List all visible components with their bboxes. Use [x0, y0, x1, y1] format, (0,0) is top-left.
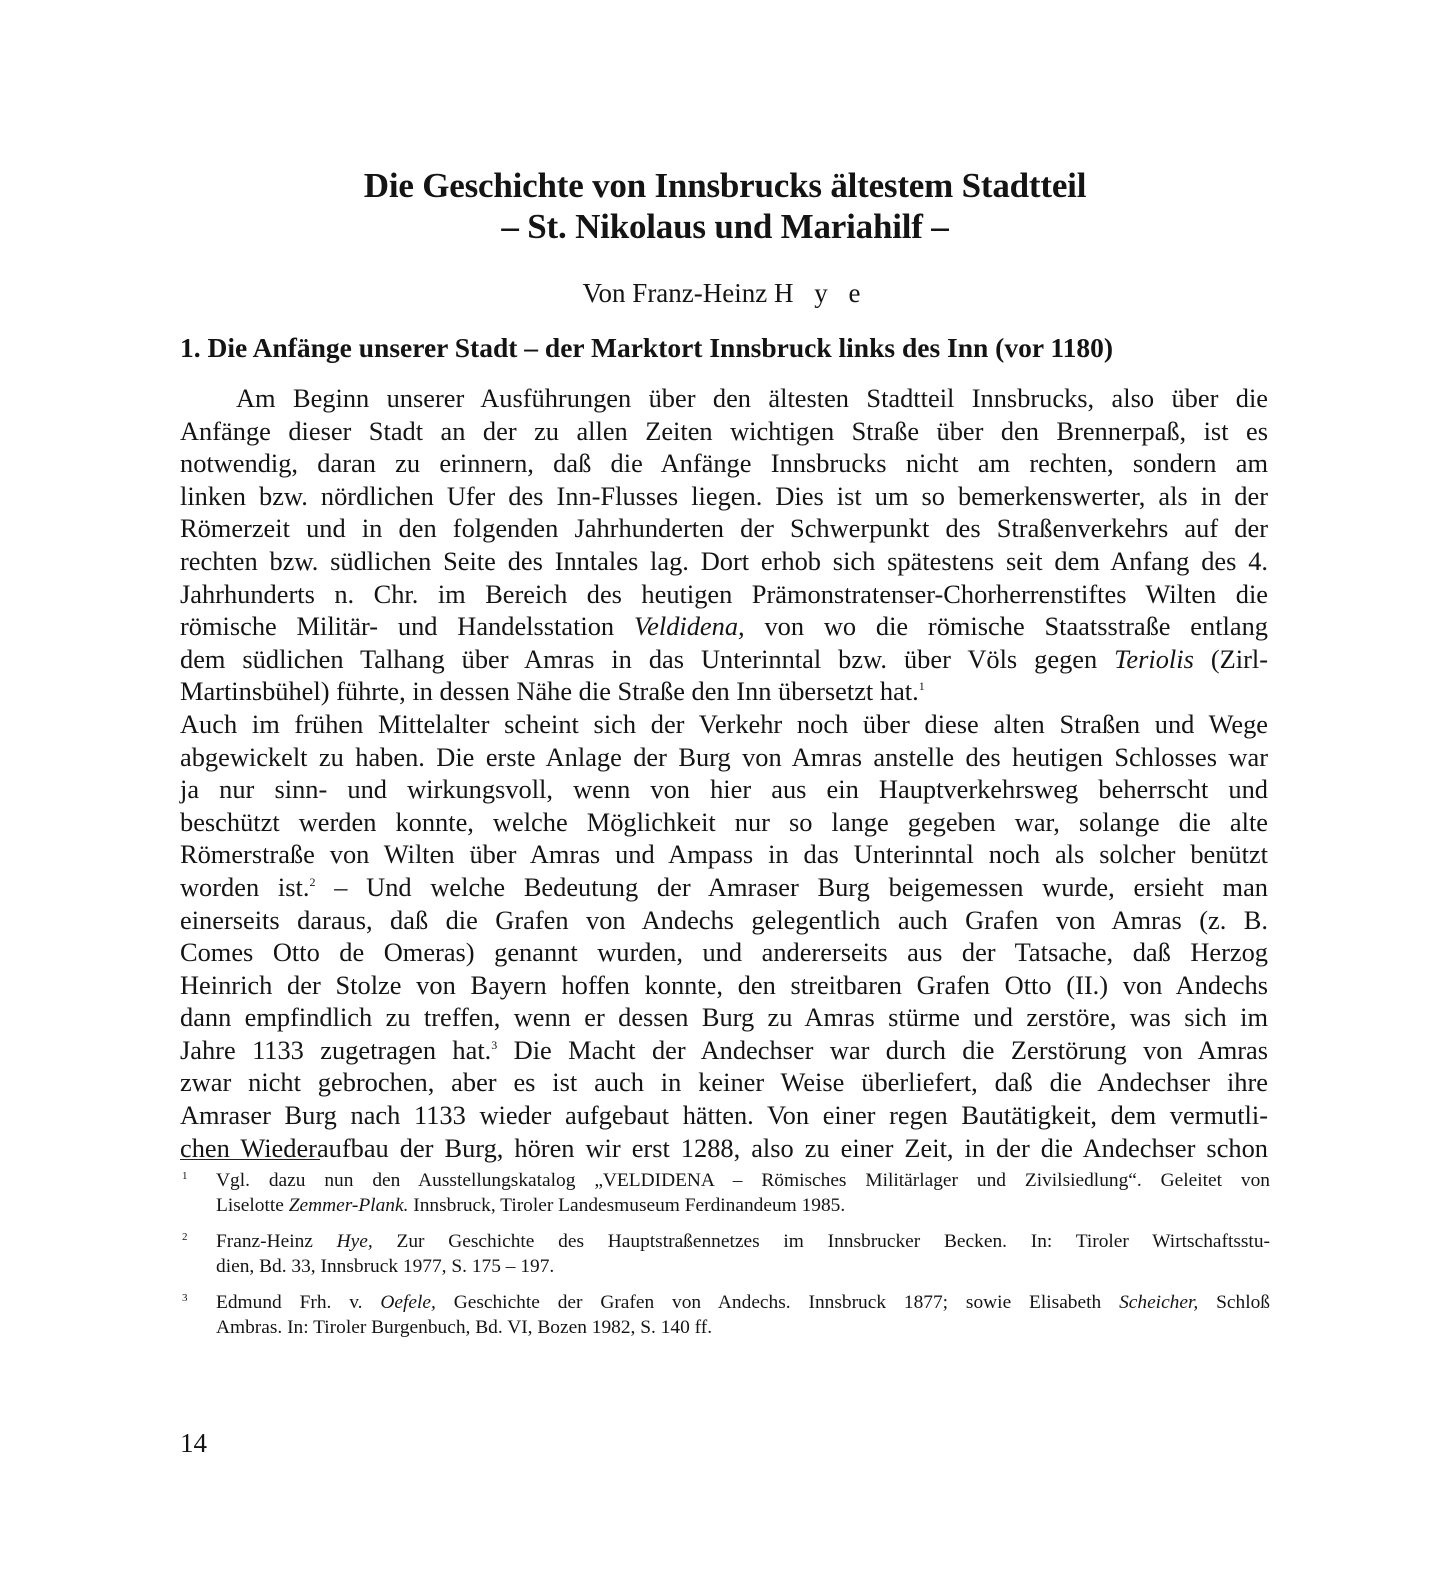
body-text-run: (Zirl- — [1210, 643, 1268, 674]
body-line: Am Beginn unserer Ausführungen über den ältesten Stadtteil Innsbrucks, also über die — [236, 383, 1268, 413]
italic-term: Teriolis — [1114, 643, 1194, 674]
footnote-ref[interactable]: 3 — [491, 1037, 498, 1052]
footnote-line — [216, 1229, 1270, 1254]
footnote — [180, 1168, 1270, 1218]
body-line: notwendig, daran zu erinnern, daß die Anfänge Innsbrucks nicht am rechten, sondern am — [180, 448, 1268, 479]
body-text-run: worden ist. — [180, 871, 310, 902]
author-byline — [180, 276, 1270, 310]
body-line: Römerstraße von Wilten über Amras und Ampass in das Unterinntal noch als solcher benützt — [180, 839, 1268, 870]
footnote-ref[interactable]: 1 — [918, 679, 925, 694]
footnote-line: Ambras. In: Tiroler Burgenbuch, Bd. VI, Bozen 1982, S. 140 ff. — [216, 1317, 713, 1338]
body-line: ja nur sinn- und wirkungsvoll, wenn von hier aus ein Hauptverkehrsweg beherrscht und — [180, 774, 1268, 805]
body-line: Auch im frühen Mittelalter scheint sich der Verkehr noch über diese alten Straßen und Wege — [180, 708, 1268, 739]
footnote-text-run: Franz-Heinz — [216, 1231, 313, 1252]
page-title: Die Geschichte von Innsbrucks ältestem Stadtteil — [363, 166, 1087, 205]
page-number: 14 — [180, 1428, 207, 1458]
footnote-line — [216, 1193, 1270, 1218]
body-text-run: römische Militär- und Handelsstation — [180, 611, 615, 642]
body-line — [180, 643, 1268, 676]
footnote-divider — [180, 1159, 320, 1160]
body-line: zwar nicht gebrochen, aber es ist auch in keiner Weise überliefert, daß die Andechser ihre — [180, 1067, 1268, 1098]
body-line: dann empfindlich zu treffen, wenn er dessen Burg zu Amras stürme und zerstöre, was sich im — [180, 1002, 1268, 1033]
body-line: rechten bzw. südlichen Seite des Inntales lag. Dort erhob sich spätestens seit dem Anfang des 4. — [180, 545, 1268, 576]
body-text-run: dem südlichen Talhang über Amras in das Unterinntal bzw. über Völs gegen — [180, 643, 1098, 674]
body-text-run: Jahre 1133 zugetragen hat. — [180, 1034, 492, 1065]
page-subtitle: – St. Nikolaus und Mariahilf – — [501, 207, 949, 246]
footnote-text-run: Liselotte — [216, 1195, 284, 1216]
footnote-number: 1 — [182, 1170, 188, 1182]
body-line: einerseits daraus, daß die Grafen von Andechs gelegentlich auch Grafen von Amras (z. B. — [180, 904, 1268, 935]
body-line: chen Wiederaufbau der Burg, hören wir erst 1288, also zu einer Zeit, in der die Andechser schon — [180, 1132, 1268, 1163]
body-line: Comes Otto de Omeras) genannt wurden, und andererseits aus der Tatsache, daß Herzog — [180, 937, 1268, 968]
body-line: Amraser Burg nach 1133 wieder aufgebaut hätten. Von einer regen Bautätigkeit, dem vermutli- — [180, 1100, 1268, 1131]
italic-name: Scheicher, — [1119, 1292, 1199, 1313]
footnote-line: Vgl. dazu nun den Ausstellungskatalog „VELDIDENA – Römisches Militärlager und Zivilsiedlung“. Geleitet von — [216, 1170, 1270, 1191]
body-text-run: Martinsbühel) führte, in dessen Nähe die Straße den Inn übersetzt hat. — [180, 676, 919, 707]
body-line: Anfänge dieser Stadt an der zu allen Zeiten wichtigen Straße über den Brennerpaß, ist es — [180, 415, 1268, 446]
body-line: Heinrich der Stolze von Bayern hoffen konnte, den streitbaren Grafen Otto (II.) von Andechs — [180, 969, 1268, 1000]
body-text-run: – Und welche Bedeutung der Amraser Burg beigemessen wurde, ersieht man — [315, 871, 1268, 902]
body-text-run: Die Macht der Andechser war durch die Zerstörung von Amras — [497, 1034, 1268, 1065]
body-line: linken bzw. nördlichen Ufer des Inn-Flusses liegen. Dies ist um so bemerkenswerter, als in der — [180, 480, 1268, 511]
body-text — [180, 382, 1268, 1164]
footnote-text-run: Schloß — [1216, 1292, 1270, 1313]
italic-name: Oefele, — [380, 1292, 436, 1313]
footnote — [180, 1229, 1270, 1279]
body-line — [180, 871, 1268, 904]
body-line — [180, 610, 1268, 643]
footnote-text-run: Zur Geschichte des Hauptstraßennetzes im Innsbrucker Becken. In: Tiroler Wirtschaftsstu- — [396, 1231, 1270, 1252]
footnote-text-run: Innsbruck, Tiroler Landesmuseum Ferdinandeum 1985. — [413, 1195, 846, 1216]
byline-prefix: Von Franz-Heinz — [582, 278, 768, 308]
footnote-line: dien, Bd. 33, Innsbruck 1977, S. 175 – 197. — [216, 1256, 555, 1277]
body-line: abgewickelt zu haben. Die erste Anlage der Burg von Amras anstelle des heutigen Schlosses war — [180, 741, 1268, 772]
body-line: beschützt werden konnte, welche Möglichkeit nur so lange gegeben war, solange die alte — [180, 806, 1268, 837]
body-line — [180, 1034, 1268, 1067]
byline-surname: H y e — [773, 278, 868, 308]
footnote-text-run: Edmund Frh. v. — [216, 1292, 363, 1313]
footnotes — [180, 1168, 1270, 1351]
footnote-number: 2 — [182, 1231, 188, 1243]
italic-name: Zemmer-Plank. — [288, 1195, 409, 1216]
body-line — [180, 675, 1268, 708]
italic-term: Veldidena, — [633, 611, 745, 642]
body-line: Römerzeit und in den folgenden Jahrhunderten der Schwerpunkt des Straßenverkehrs auf der — [180, 513, 1268, 544]
footnote — [180, 1290, 1270, 1340]
footnote-text-run: Geschichte der Grafen von Andechs. Innsbruck 1877; sowie Elisabeth — [453, 1292, 1102, 1313]
footnote-ref[interactable]: 2 — [309, 874, 316, 889]
italic-name: Hye, — [336, 1231, 373, 1252]
body-text-run: von wo die römische Staatsstraße entlang — [764, 611, 1268, 642]
footnote-line — [216, 1290, 1270, 1315]
section-heading: 1. Die Anfänge unserer Stadt – der Marktort Innsbruck links des Inn (vor 1180) — [180, 332, 1114, 363]
body-line: Jahrhunderts n. Chr. im Bereich des heutigen Prämonstratenser-Chorherrenstiftes Wilten die — [180, 578, 1268, 609]
footnote-number: 3 — [182, 1292, 188, 1304]
